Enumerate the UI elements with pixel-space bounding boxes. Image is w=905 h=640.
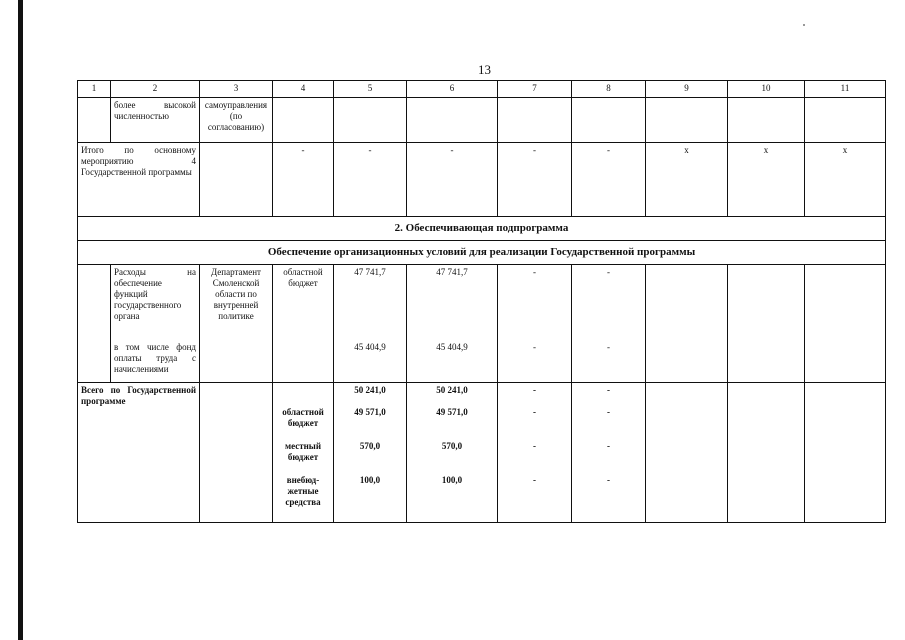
table-row-continuation xyxy=(78,98,886,143)
empty-cell xyxy=(805,383,886,523)
expenses-col6: 47 741,7 xyxy=(436,267,468,277)
header-cell-8: 8 xyxy=(572,81,646,98)
section-row xyxy=(78,217,886,241)
empty-cell xyxy=(572,98,646,143)
total-source-2: местный бюджет xyxy=(284,441,322,462)
total-col6-2: 570,0 xyxy=(441,441,463,451)
empty-cell xyxy=(78,265,111,383)
total-col8-0: - xyxy=(607,385,610,395)
expenses-col6-cell xyxy=(407,265,498,383)
total-col5-1: 49 571,0 xyxy=(354,407,386,417)
empty-cell xyxy=(200,383,273,523)
itogo-col9: х xyxy=(646,143,728,217)
total-col6-cell xyxy=(407,383,498,523)
total-source-1: областной бюджет xyxy=(282,407,324,428)
total-col8-3: - xyxy=(607,475,610,485)
total-col7-1: - xyxy=(533,407,536,417)
empty-cell xyxy=(805,265,886,383)
subsection-title: Обеспечение организационных условий для реализации Государственной программы xyxy=(78,241,886,265)
header-cell-3: 3 xyxy=(200,81,273,98)
scan-speck xyxy=(803,24,805,26)
expenses-department: Департамент Смоленской области по внутренней политике xyxy=(200,265,273,383)
header-cell-6: 6 xyxy=(407,81,498,98)
section-title: 2. Обеспечивающая подпрограмма xyxy=(78,217,886,241)
itogo-col11: х xyxy=(805,143,886,217)
expenses-col5: 47 741,7 xyxy=(354,267,386,277)
total-label: Всего по Государственной программе xyxy=(78,383,200,523)
header-cell-10: 10 xyxy=(728,81,805,98)
empty-cell xyxy=(728,98,805,143)
expenses-sub-label: в том числе фонд оплаты труда с начислениями xyxy=(114,342,196,374)
empty-cell xyxy=(805,98,886,143)
table-row-total xyxy=(78,383,886,523)
expenses-col8: - xyxy=(607,267,610,277)
expenses-source: областной бюджет xyxy=(273,265,334,383)
binding-margin-bar xyxy=(18,0,23,640)
total-source-0 xyxy=(276,385,330,407)
expenses-col5-cell xyxy=(334,265,407,383)
expenses-label-cell xyxy=(111,265,200,383)
empty-cell xyxy=(78,98,111,143)
total-col8-cell xyxy=(572,383,646,523)
expenses-label: Расходы на обеспечение функций государственного органа xyxy=(114,267,196,321)
itogo-col5: - xyxy=(334,143,407,217)
total-col6-0: 50 241,0 xyxy=(436,385,468,395)
expenses-col8-cell xyxy=(572,265,646,383)
empty-cell xyxy=(646,265,728,383)
empty-cell xyxy=(407,98,498,143)
total-col7-0: - xyxy=(533,385,536,395)
empty-cell xyxy=(646,98,728,143)
table-row-expenses xyxy=(78,265,886,383)
empty-cell xyxy=(728,265,805,383)
budget-table xyxy=(77,80,886,523)
header-row xyxy=(78,81,886,98)
itogo-col4: - xyxy=(273,143,334,217)
total-col6-1: 49 571,0 xyxy=(436,407,468,417)
header-cell-9: 9 xyxy=(646,81,728,98)
total-col7-2: - xyxy=(533,441,536,451)
empty-cell xyxy=(273,98,334,143)
total-col7-cell xyxy=(498,383,572,523)
expenses-sub-col8: - xyxy=(607,342,610,352)
itogo-col7: - xyxy=(498,143,572,217)
expenses-sub-col6: 45 404,9 xyxy=(436,342,468,352)
empty-cell xyxy=(200,143,273,217)
empty-cell xyxy=(646,383,728,523)
itogo-col10: х xyxy=(728,143,805,217)
itogo-col6: - xyxy=(407,143,498,217)
header-cell-4: 4 xyxy=(273,81,334,98)
header-cell-7: 7 xyxy=(498,81,572,98)
table-row-itogo xyxy=(78,143,886,217)
itogo-label: Итого по основному мероприятию 4 Государственной программы xyxy=(78,143,200,217)
total-col7-3: - xyxy=(533,475,536,485)
cell-continuation-executor: самоуправления (по согласованию) xyxy=(200,98,273,143)
total-col5-2: 570,0 xyxy=(359,441,381,451)
total-col5-3: 100,0 xyxy=(359,475,381,485)
total-source-cell xyxy=(273,383,334,523)
header-cell-1: 1 xyxy=(78,81,111,98)
total-source-3: внебюд-жетные средства xyxy=(285,475,321,507)
page-number: 13 xyxy=(478,62,491,77)
header-cell-2: 2 xyxy=(111,81,200,98)
header-cell-11: 11 xyxy=(805,81,886,98)
expenses-sub-col5: 45 404,9 xyxy=(354,342,386,352)
expenses-col7-cell xyxy=(498,265,572,383)
expenses-sub-col7: - xyxy=(533,342,536,352)
empty-cell xyxy=(334,98,407,143)
cell-continuation-text: более высокой численностью xyxy=(111,98,200,143)
total-col5-cell xyxy=(334,383,407,523)
total-col5-0: 50 241,0 xyxy=(354,385,386,395)
total-col6-3: 100,0 xyxy=(441,475,463,485)
subsection-row xyxy=(78,241,886,265)
empty-cell xyxy=(728,383,805,523)
total-col8-1: - xyxy=(607,407,610,417)
empty-cell xyxy=(498,98,572,143)
total-col8-2: - xyxy=(607,441,610,451)
expenses-col7: - xyxy=(533,267,536,277)
itogo-col8: - xyxy=(572,143,646,217)
header-cell-5: 5 xyxy=(334,81,407,98)
